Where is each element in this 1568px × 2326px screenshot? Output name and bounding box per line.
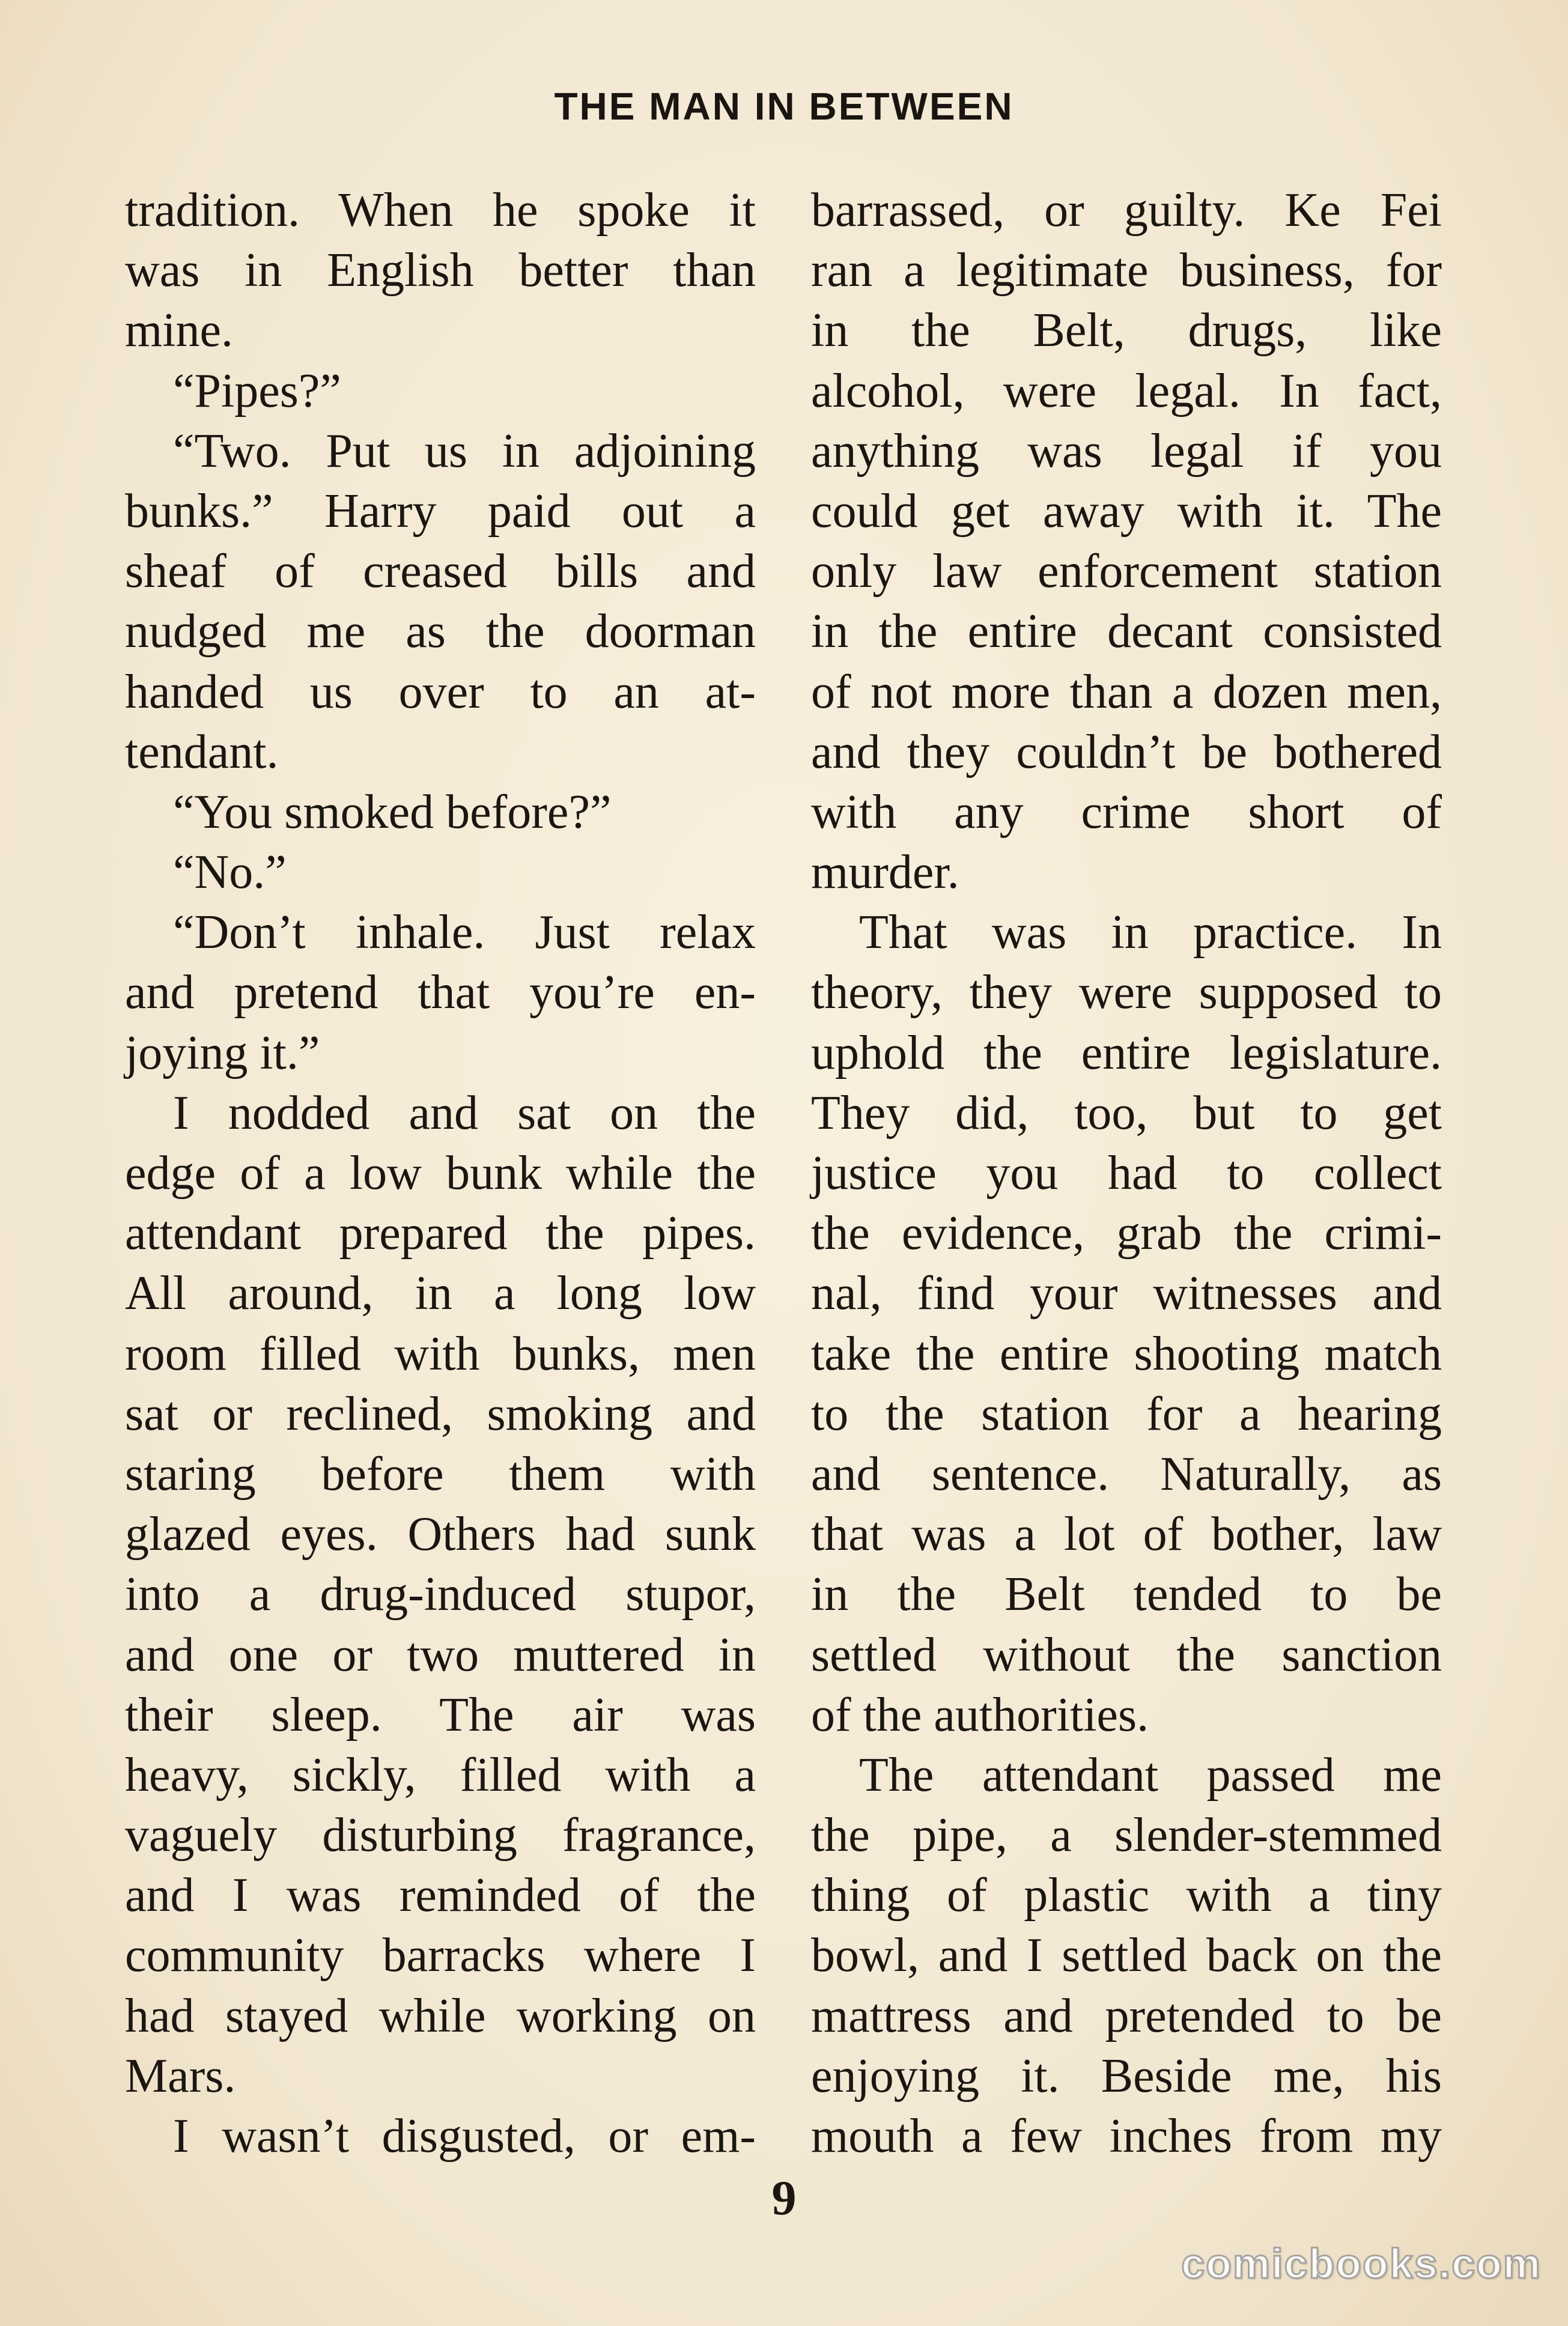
text-line: and they couldn’t be bothered: [811, 725, 1442, 779]
text-line: mine.: [125, 304, 233, 357]
text-line: “You smoked before?”: [173, 785, 612, 839]
text-line: in the Belt tended to be: [811, 1568, 1442, 1621]
text-line: and sentence. Naturally, as: [811, 1447, 1442, 1501]
text-line: had stayed while working on: [125, 1989, 756, 2042]
right-text-column: [811, 180, 1442, 2166]
text-line: enjoying it. Beside me, his: [811, 2049, 1442, 2103]
text-line: anything was legal if you: [811, 424, 1442, 478]
text-line: Mars.: [125, 2049, 236, 2103]
text-line: uphold the entire legislature.: [811, 1026, 1442, 1079]
text-line: tendant.: [125, 725, 279, 779]
text-line: nudged me as the doorman: [125, 605, 756, 658]
text-line: vaguely disturbing fragrance,: [125, 1809, 756, 1862]
text-line: I nodded and sat on the: [173, 1086, 756, 1140]
watermark: comicbooks.com: [1181, 2240, 1542, 2287]
text-line: nal, find your witnesses and: [811, 1267, 1442, 1320]
text-line: in the entire decant consisted: [811, 605, 1442, 658]
text-line: the evidence, grab the crimi-: [811, 1207, 1442, 1260]
text-line: bowl, and I settled back on the: [811, 1929, 1442, 1982]
text-line: barrassed, or guilty. Ke Fei: [811, 184, 1442, 237]
text-line: was in English better than: [125, 244, 756, 297]
text-line: could get away with it. The: [811, 484, 1442, 538]
text-line: edge of a low bunk while the: [125, 1147, 756, 1200]
text-line: their sleep. The air was: [125, 1688, 756, 1741]
text-line: of the authorities.: [811, 1688, 1149, 1741]
text-line: justice you had to collect: [811, 1147, 1442, 1200]
left-text-column: [125, 180, 756, 2166]
text-line: murder.: [811, 846, 959, 899]
text-line: “Two. Put us in adjoining: [173, 424, 756, 478]
text-line: ran a legitimate business, for: [811, 244, 1442, 297]
text-line: settled without the sanction: [811, 1628, 1442, 1681]
text-line: That was in practice. In: [859, 906, 1442, 959]
text-line: sheaf of creased bills and: [125, 545, 756, 598]
text-line: sat or reclined, smoking and: [125, 1387, 756, 1441]
text-line: handed us over to an at-: [125, 665, 756, 718]
text-line: into a drug-induced stupor,: [125, 1568, 756, 1621]
text-line: attendant prepared the pipes.: [125, 1207, 756, 1260]
text-line: glazed eyes. Others had sunk: [125, 1508, 756, 1561]
text-line: the pipe, a slender-stemmed: [811, 1809, 1442, 1862]
text-line: of not more than a dozen men,: [811, 665, 1442, 718]
text-line: joying it.”: [125, 1026, 320, 1079]
text-line: The attendant passed me: [859, 1748, 1442, 1802]
text-line: “Don’t inhale. Just relax: [173, 906, 756, 959]
text-line: tradition. When he spoke it: [125, 184, 756, 237]
text-line: community barracks where I: [125, 1929, 756, 1982]
text-line: and one or two muttered in: [125, 1628, 756, 1681]
text-line: and pretend that you’re en-: [125, 966, 756, 1019]
text-line: alcohol, were legal. In fact,: [811, 364, 1442, 418]
text-line: staring before them with: [125, 1447, 756, 1501]
text-line: thing of plastic with a tiny: [811, 1869, 1442, 1922]
text-line: that was a lot of bother, law: [811, 1508, 1442, 1561]
text-line: “Pipes?”: [173, 364, 341, 418]
text-line: in the Belt, drugs, like: [811, 304, 1442, 357]
text-line: All around, in a long low: [125, 1267, 756, 1320]
page-number: 9: [771, 2170, 797, 2225]
text-line: theory, they were supposed to: [811, 966, 1442, 1019]
text-line: take the entire shooting match: [811, 1327, 1442, 1380]
text-line: and I was reminded of the: [125, 1869, 756, 1922]
text-line: room filled with bunks, men: [125, 1327, 756, 1380]
text-line: with any crime short of: [811, 785, 1442, 839]
text-line: They did, too, but to get: [811, 1086, 1442, 1140]
text-line: to the station for a hearing: [811, 1387, 1442, 1441]
text-line: bunks.” Harry paid out a: [125, 484, 756, 538]
text-line: heavy, sickly, filled with a: [125, 1748, 756, 1802]
text-line: I wasn’t disgusted, or em-: [173, 2110, 756, 2163]
text-line: only law enforcement station: [811, 545, 1442, 598]
running-head: THE MAN IN BETWEEN: [554, 85, 1014, 128]
text-line: mouth a few inches from my: [811, 2110, 1442, 2163]
text-line: “No.”: [173, 846, 287, 899]
text-line: mattress and pretended to be: [811, 1989, 1442, 2042]
